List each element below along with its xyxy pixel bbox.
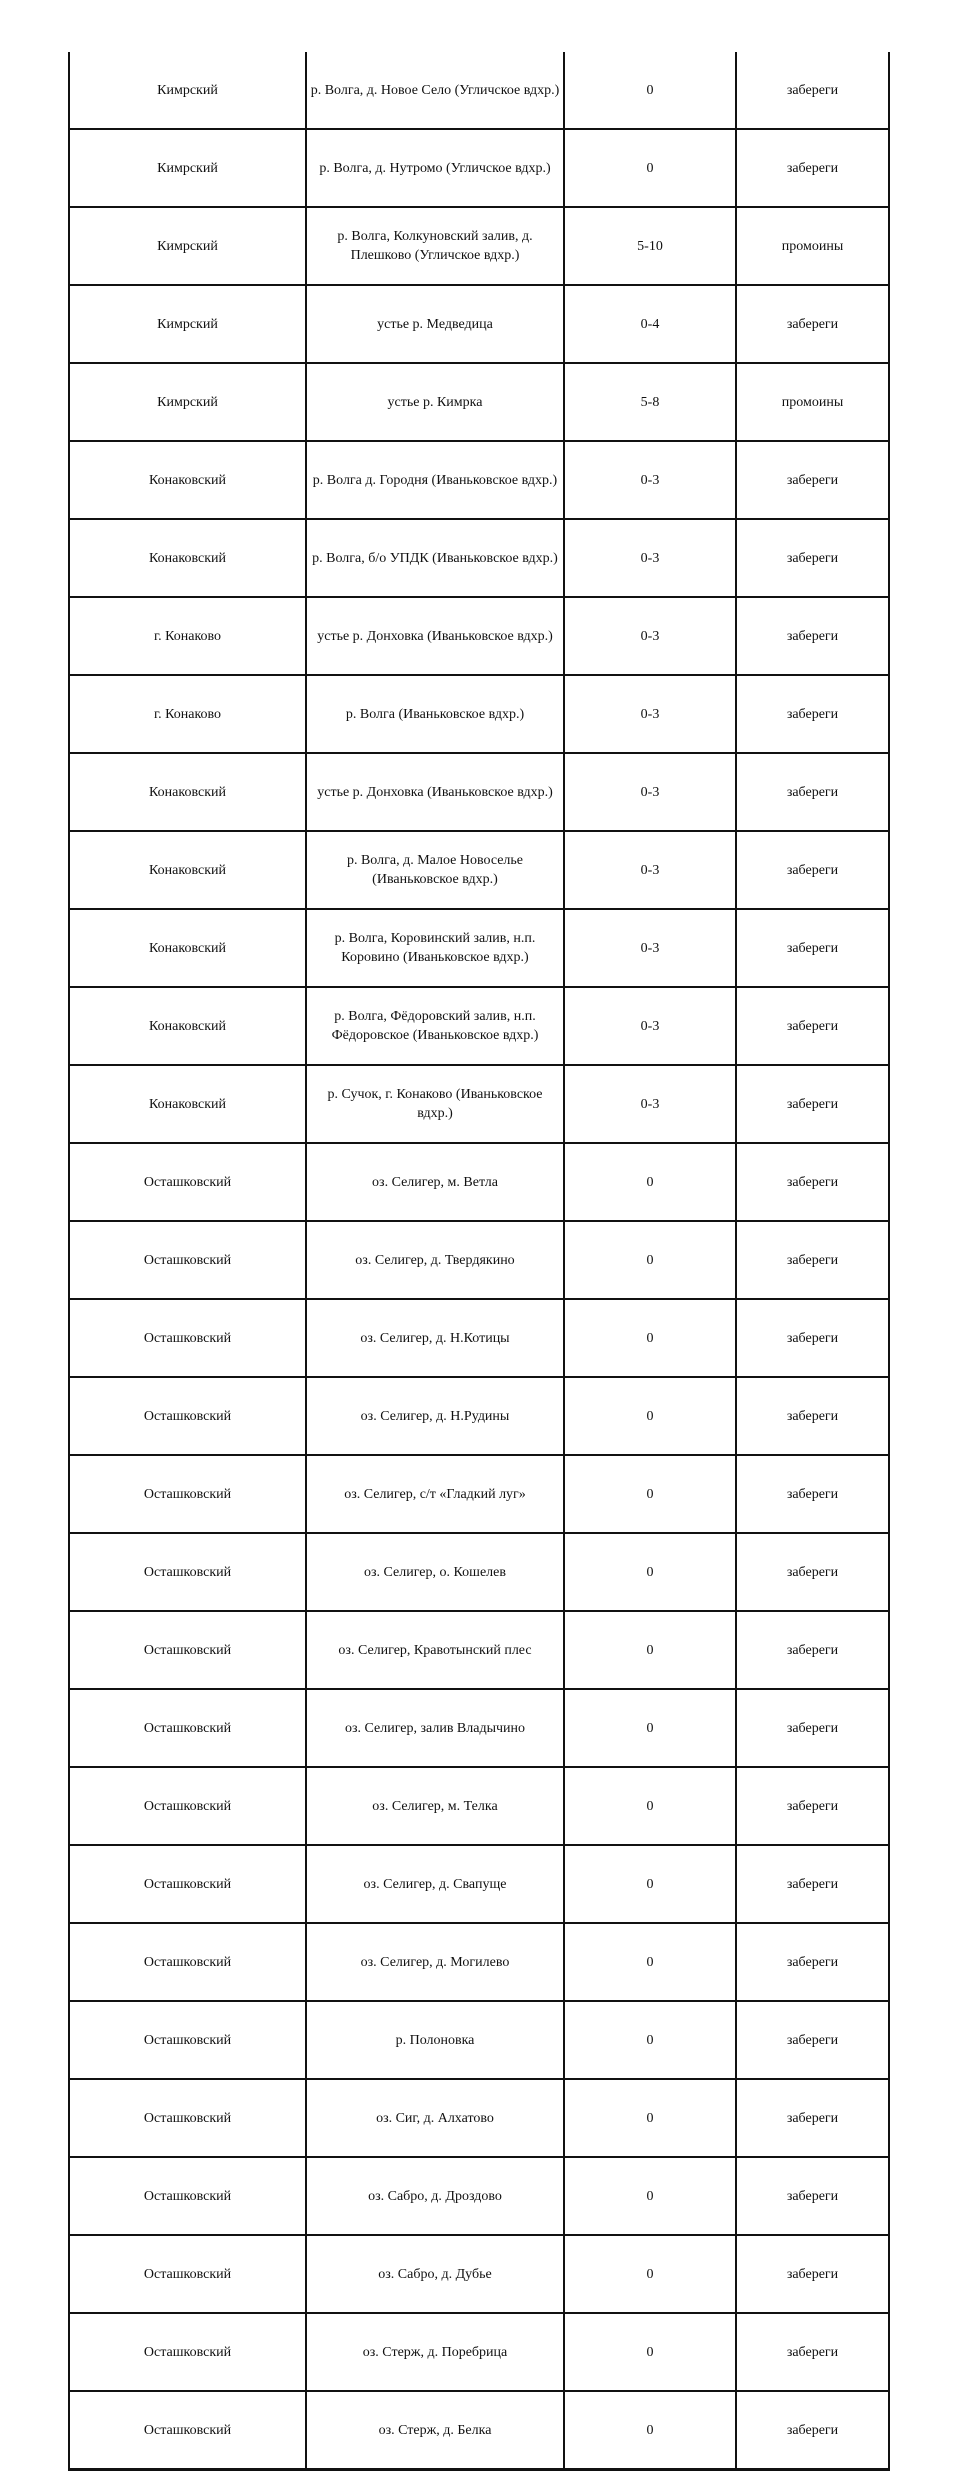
condition-cell: забереги bbox=[736, 2001, 889, 2079]
table-row bbox=[69, 441, 889, 519]
district-cell: Конаковский bbox=[69, 519, 306, 597]
depth-cell: 0 bbox=[564, 129, 736, 207]
table-row bbox=[69, 1377, 889, 1455]
table-row bbox=[69, 1845, 889, 1923]
table-row bbox=[69, 1065, 889, 1143]
depth-cell: 0-3 bbox=[564, 987, 736, 1065]
condition-cell: забереги bbox=[736, 1923, 889, 2001]
table-row bbox=[69, 675, 889, 753]
condition-cell: забереги bbox=[736, 1455, 889, 1533]
district-cell: Осташковский bbox=[69, 1923, 306, 2001]
district-cell: Конаковский bbox=[69, 753, 306, 831]
table-row bbox=[69, 1611, 889, 1689]
place-cell: устье р. Кимрка bbox=[306, 363, 564, 441]
table-row bbox=[69, 753, 889, 831]
condition-cell: забереги bbox=[736, 441, 889, 519]
place-cell: р. Волга, д. Малое Новоселье (Иваньковское вдхр.) bbox=[306, 831, 564, 909]
condition-cell: забереги bbox=[736, 1299, 889, 1377]
district-cell: Кимрский bbox=[69, 52, 306, 129]
district-cell: Осташковский bbox=[69, 1767, 306, 1845]
condition-cell: забереги bbox=[736, 1065, 889, 1143]
condition-cell: забереги bbox=[736, 129, 889, 207]
condition-cell: забереги bbox=[736, 2235, 889, 2313]
depth-cell: 0 bbox=[564, 1845, 736, 1923]
district-cell: Осташковский bbox=[69, 1143, 306, 1221]
condition-cell: забереги bbox=[736, 1845, 889, 1923]
district-cell: Осташковский bbox=[69, 2235, 306, 2313]
depth-cell: 0 bbox=[564, 1221, 736, 1299]
condition-cell: забереги bbox=[736, 597, 889, 675]
depth-cell: 0 bbox=[564, 2313, 736, 2391]
condition-cell: забереги bbox=[736, 2391, 889, 2470]
district-cell: Осташковский bbox=[69, 2079, 306, 2157]
district-cell: Конаковский bbox=[69, 441, 306, 519]
table-row bbox=[69, 987, 889, 1065]
table-row bbox=[69, 831, 889, 909]
place-cell: устье р. Донховка (Иваньковское вдхр.) bbox=[306, 597, 564, 675]
condition-cell: забереги bbox=[736, 52, 889, 129]
ice-conditions-table bbox=[68, 52, 890, 2471]
place-cell: р. Волга, б/о УПДК (Иваньковское вдхр.) bbox=[306, 519, 564, 597]
depth-cell: 0 bbox=[564, 1767, 736, 1845]
table-row bbox=[69, 1221, 889, 1299]
place-cell: р. Полоновка bbox=[306, 2001, 564, 2079]
district-cell: Осташковский bbox=[69, 2001, 306, 2079]
district-cell: Кимрский bbox=[69, 363, 306, 441]
district-cell: г. Конаково bbox=[69, 597, 306, 675]
depth-cell: 0-3 bbox=[564, 441, 736, 519]
place-cell: р. Волга, Коровинский залив, н.п. Коровино (Иваньковское вдхр.) bbox=[306, 909, 564, 987]
table-row bbox=[69, 597, 889, 675]
depth-cell: 0 bbox=[564, 1299, 736, 1377]
condition-cell: забереги bbox=[736, 519, 889, 597]
district-cell: Конаковский bbox=[69, 909, 306, 987]
condition-cell: забереги bbox=[736, 1377, 889, 1455]
depth-cell: 0-3 bbox=[564, 597, 736, 675]
district-cell: Осташковский bbox=[69, 1377, 306, 1455]
depth-cell: 0-3 bbox=[564, 1065, 736, 1143]
table-row bbox=[69, 285, 889, 363]
place-cell: р. Сучок, г. Конаково (Иваньковское вдхр.) bbox=[306, 1065, 564, 1143]
depth-cell: 0-3 bbox=[564, 909, 736, 987]
district-cell: Конаковский bbox=[69, 987, 306, 1065]
place-cell: оз. Селигер, Кравотынский плес bbox=[306, 1611, 564, 1689]
table-row bbox=[69, 1689, 889, 1767]
table-row bbox=[69, 363, 889, 441]
place-cell: оз. Селигер, с/т «Гладкий луг» bbox=[306, 1455, 564, 1533]
table-row bbox=[69, 2313, 889, 2391]
place-cell: р. Волга, д. Новое Село (Угличское вдхр.) bbox=[306, 52, 564, 129]
place-cell: оз. Селигер, о. Кошелев bbox=[306, 1533, 564, 1611]
condition-cell: забереги bbox=[736, 285, 889, 363]
depth-cell: 0-3 bbox=[564, 519, 736, 597]
district-cell: Конаковский bbox=[69, 831, 306, 909]
district-cell: Осташковский bbox=[69, 1455, 306, 1533]
table-row bbox=[69, 1455, 889, 1533]
condition-cell: забереги bbox=[736, 909, 889, 987]
table-row bbox=[69, 2157, 889, 2235]
condition-cell: забереги bbox=[736, 1689, 889, 1767]
place-cell: оз. Сабро, д. Дроздово bbox=[306, 2157, 564, 2235]
condition-cell: забереги bbox=[736, 1533, 889, 1611]
condition-cell: забереги bbox=[736, 1767, 889, 1845]
table-row bbox=[69, 1533, 889, 1611]
place-cell: устье р. Донховка (Иваньковское вдхр.) bbox=[306, 753, 564, 831]
place-cell: р. Волга, Фёдоровский залив, н.п. Фёдоровское (Иваньковское вдхр.) bbox=[306, 987, 564, 1065]
depth-cell: 0 bbox=[564, 52, 736, 129]
district-cell: Осташковский bbox=[69, 1533, 306, 1611]
table-row bbox=[69, 2235, 889, 2313]
place-cell: оз. Селигер, д. Н.Рудины bbox=[306, 1377, 564, 1455]
place-cell: оз. Селигер, д. Твердякино bbox=[306, 1221, 564, 1299]
depth-cell: 0 bbox=[564, 1611, 736, 1689]
depth-cell: 0 bbox=[564, 2157, 736, 2235]
place-cell: оз. Селигер, м. Ветла bbox=[306, 1143, 564, 1221]
place-cell: р. Волга д. Городня (Иваньковское вдхр.) bbox=[306, 441, 564, 519]
depth-cell: 0 bbox=[564, 1143, 736, 1221]
district-cell: Осташковский bbox=[69, 1689, 306, 1767]
place-cell: оз. Селигер, залив Владычино bbox=[306, 1689, 564, 1767]
depth-cell: 0-3 bbox=[564, 753, 736, 831]
depth-cell: 0 bbox=[564, 2001, 736, 2079]
table-row bbox=[69, 2391, 889, 2470]
table-row bbox=[69, 1299, 889, 1377]
district-cell: Кимрский bbox=[69, 207, 306, 285]
place-cell: устье р. Медведица bbox=[306, 285, 564, 363]
condition-cell: промоины bbox=[736, 363, 889, 441]
district-cell: Кимрский bbox=[69, 285, 306, 363]
condition-cell: забереги bbox=[736, 1611, 889, 1689]
condition-cell: забереги bbox=[736, 675, 889, 753]
place-cell: оз. Стерж, д. Белка bbox=[306, 2391, 564, 2470]
depth-cell: 0-4 bbox=[564, 285, 736, 363]
place-cell: оз. Селигер, д. Н.Котицы bbox=[306, 1299, 564, 1377]
table-row bbox=[69, 129, 889, 207]
depth-cell: 5-8 bbox=[564, 363, 736, 441]
district-cell: Осташковский bbox=[69, 2313, 306, 2391]
depth-cell: 0 bbox=[564, 2079, 736, 2157]
depth-cell: 0-3 bbox=[564, 675, 736, 753]
place-cell: оз. Селигер, м. Телка bbox=[306, 1767, 564, 1845]
condition-cell: промоины bbox=[736, 207, 889, 285]
condition-cell: забереги bbox=[736, 2313, 889, 2391]
table-row bbox=[69, 2001, 889, 2079]
place-cell: оз. Селигер, д. Свапуще bbox=[306, 1845, 564, 1923]
district-cell: Осташковский bbox=[69, 1845, 306, 1923]
district-cell: Осташковский bbox=[69, 1299, 306, 1377]
condition-cell: забереги bbox=[736, 2157, 889, 2235]
depth-cell: 0 bbox=[564, 2235, 736, 2313]
condition-cell: забереги bbox=[736, 2079, 889, 2157]
table-row bbox=[69, 1767, 889, 1845]
depth-cell: 0 bbox=[564, 2391, 736, 2470]
table-row bbox=[69, 207, 889, 285]
table-body bbox=[69, 52, 889, 2470]
condition-cell: забереги bbox=[736, 1143, 889, 1221]
condition-cell: забереги bbox=[736, 831, 889, 909]
table-row bbox=[69, 1923, 889, 2001]
depth-cell: 0 bbox=[564, 1689, 736, 1767]
district-cell: Осташковский bbox=[69, 1611, 306, 1689]
district-cell: Кимрский bbox=[69, 129, 306, 207]
condition-cell: забереги bbox=[736, 987, 889, 1065]
table-row bbox=[69, 52, 889, 129]
depth-cell: 0 bbox=[564, 1455, 736, 1533]
condition-cell: забереги bbox=[736, 1221, 889, 1299]
place-cell: оз. Селигер, д. Могилево bbox=[306, 1923, 564, 2001]
table-row bbox=[69, 1143, 889, 1221]
depth-cell: 0-3 bbox=[564, 831, 736, 909]
depth-cell: 5-10 bbox=[564, 207, 736, 285]
depth-cell: 0 bbox=[564, 1923, 736, 2001]
place-cell: оз. Стерж, д. Поребрица bbox=[306, 2313, 564, 2391]
table-row bbox=[69, 909, 889, 987]
table-row bbox=[69, 519, 889, 597]
district-cell: Осташковский bbox=[69, 1221, 306, 1299]
depth-cell: 0 bbox=[564, 1377, 736, 1455]
place-cell: р. Волга, д. Нутромо (Угличское вдхр.) bbox=[306, 129, 564, 207]
district-cell: г. Конаково bbox=[69, 675, 306, 753]
depth-cell: 0 bbox=[564, 1533, 736, 1611]
district-cell: Конаковский bbox=[69, 1065, 306, 1143]
place-cell: р. Волга, Колкуновский залив, д. Плешково (Угличское вдхр.) bbox=[306, 207, 564, 285]
district-cell: Осташковский bbox=[69, 2157, 306, 2235]
condition-cell: забереги bbox=[736, 753, 889, 831]
table-row bbox=[69, 2079, 889, 2157]
place-cell: оз. Сабро, д. Дубье bbox=[306, 2235, 564, 2313]
place-cell: оз. Сиг, д. Алхатово bbox=[306, 2079, 564, 2157]
district-cell: Осташковский bbox=[69, 2391, 306, 2470]
place-cell: р. Волга (Иваньковское вдхр.) bbox=[306, 675, 564, 753]
